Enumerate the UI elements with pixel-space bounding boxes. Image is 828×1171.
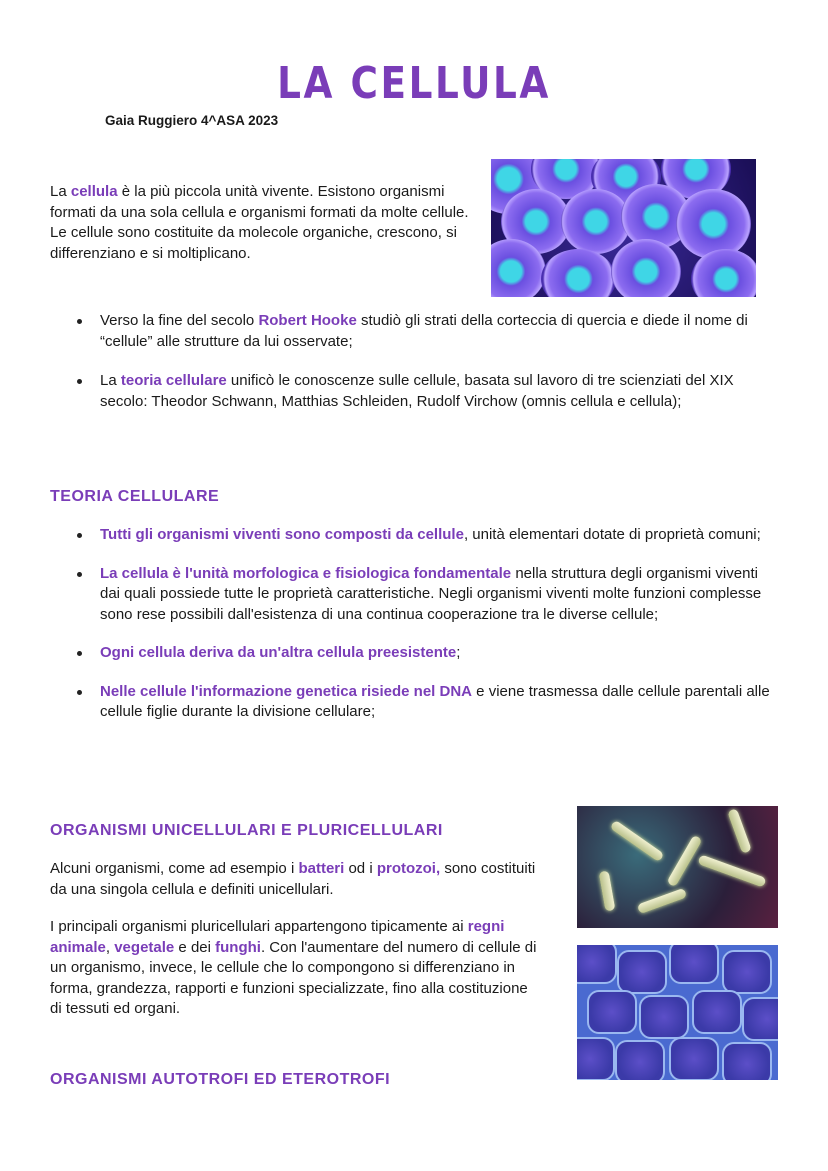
highlighted-text: protozoi, — [376, 860, 441, 877]
text-segment: La — [50, 183, 71, 200]
list-item — [77, 643, 782, 664]
list-item — [77, 371, 777, 412]
text-segment: e viene trasmessa dalle cellule parentali alle cellule figlie durante la divisione cellulare; — [100, 682, 770, 720]
text-segment: sono costituiti da una singola cellula e definiti unicellulari. — [50, 860, 536, 898]
highlighted-text: funghi — [215, 938, 261, 956]
highlighted-text: Tutti gli organismi viventi sono composti da cellule — [100, 526, 464, 543]
section-heading-organismi: ORGANISMI UNICELLULARI E PLURICELLULARI — [50, 822, 443, 839]
text-segment: . Con l'aumentare del numero di cellule di un organismo, invece, le cellule che lo compongono si differenziano in forma, grandezza, rapporti e funzioni specializzate, fino alla costituzione di tessuti ed organi. — [50, 938, 537, 1017]
theory-list — [77, 525, 782, 723]
list-item — [77, 525, 782, 546]
list-item — [77, 564, 782, 626]
text-segment: Verso la fine del secolo — [100, 312, 259, 329]
plant-cells-image — [577, 945, 778, 1080]
text-segment: Alcuni organismi, come ad esempio i — [50, 860, 299, 877]
history-list — [77, 311, 777, 412]
highlighted-text: Nelle cellule l'informazione genetica risiede nel DNA — [100, 682, 473, 700]
highlighted-text: cellula — [70, 183, 118, 200]
text-segment: e dei — [174, 938, 216, 956]
highlighted-text: regni animale — [50, 918, 505, 956]
highlighted-text: La cellula è l'unità morfologica e fisiologica fondamentale — [100, 564, 512, 582]
list-item — [77, 311, 777, 352]
text-segment: studiò gli strati della corteccia di quercia e diede il nome di “cellule” alle strutture da lui osservate; — [100, 312, 748, 350]
pluricellular-paragraph — [50, 917, 540, 1020]
cells-image — [491, 159, 756, 297]
author-line: Gaia Ruggiero 4^ASA 2023 — [105, 113, 279, 128]
section-heading-teoria: TEORIA CELLULARE — [50, 488, 220, 505]
text-segment: La — [100, 372, 121, 389]
highlighted-text: teoria cellulare — [120, 372, 227, 389]
page-title: LA CELLULA — [277, 58, 551, 109]
text-segment: nella struttura degli organismi viventi dai quali possiede tutte le proprietà caratteristiche. Negli organismi viventi molte funzioni complesse sono rese possibili dall'esistenza di una continua cooperazione tra le diverse cellule; — [100, 564, 762, 623]
text-segment: unificò le conoscenze sulle cellule, basata sul lavoro di tre scienziati del XIX secolo: Theodor Schwann, Matthias Schleiden, Rudolf Virchow (omnis cellula e cellula); — [100, 372, 734, 410]
highlighted-text: vegetale — [114, 938, 175, 956]
highlighted-text: Robert Hooke — [258, 312, 357, 329]
highlighted-text: Ogni cellula deriva da un'altra cellula preesistente — [100, 644, 457, 661]
text-segment: I principali organismi pluricellulari appartengono tipicamente ai — [50, 918, 468, 935]
intro-paragraph — [50, 182, 475, 264]
text-segment: od i — [344, 860, 377, 877]
bacteria-image — [577, 806, 778, 928]
section-heading-autotrofi: ORGANISMI AUTOTROFI ED ETEROTROFI — [50, 1071, 391, 1088]
text-segment: , — [105, 938, 115, 956]
highlighted-text: batteri — [298, 860, 345, 877]
list-item — [77, 682, 782, 723]
text-segment: , unità elementari dotate di proprietà comuni; — [463, 526, 761, 543]
text-segment: è la più piccola unità vivente. Esistono organismi formati da una sola cellula e organismi formati da molte cellule. Le cellule sono costituite da molecole organiche, crescono, si differenziano e si moltiplicano. — [50, 183, 469, 262]
unicellular-paragraph — [50, 859, 545, 900]
text-segment: ; — [456, 644, 461, 661]
